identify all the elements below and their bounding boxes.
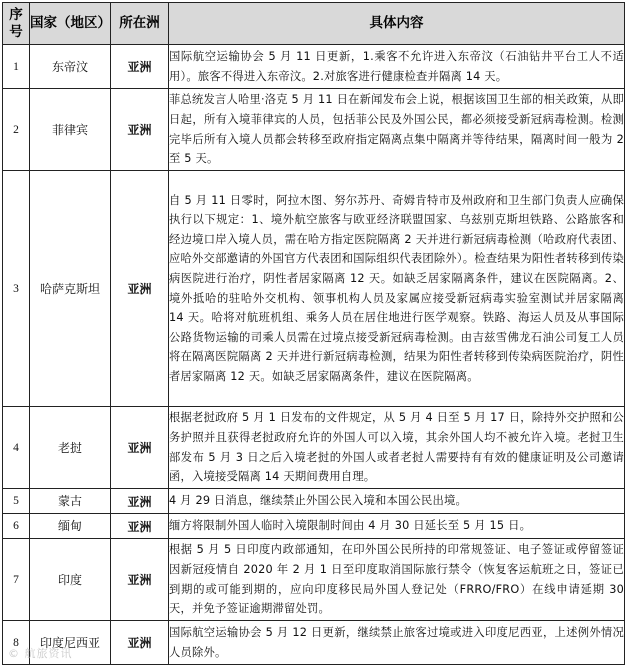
table-row bbox=[3, 489, 625, 514]
row-index: 1 bbox=[3, 45, 30, 89]
row-content: 国际航空运输协会 5 月 11 日更新，1.乘客不允许进入东帝汶（石油钻井平台工人不适用）。旅客不得进入东帝汶。2.对旅客进行健康检查并隔离 14 天。 bbox=[169, 45, 625, 89]
row-continent: 亚洲 bbox=[111, 45, 169, 89]
header-index: 序号 bbox=[3, 3, 30, 45]
table-row bbox=[3, 171, 625, 407]
row-country: 印度尼西亚 bbox=[30, 621, 111, 665]
row-index: 6 bbox=[3, 514, 30, 539]
table-row bbox=[3, 514, 625, 539]
row-country: 缅甸 bbox=[30, 514, 111, 539]
table-row bbox=[3, 89, 625, 171]
table-row bbox=[3, 539, 625, 621]
row-country: 老挝 bbox=[30, 407, 111, 489]
travel-restrictions-table bbox=[2, 2, 625, 665]
row-index: 4 bbox=[3, 407, 30, 489]
row-country: 蒙古 bbox=[30, 489, 111, 514]
watermark: © 航旅资讯 bbox=[8, 647, 73, 660]
row-country: 菲律宾 bbox=[30, 89, 111, 171]
header-country: 国家（地区） bbox=[30, 3, 111, 45]
table-row bbox=[3, 45, 625, 89]
header-content: 具体内容 bbox=[169, 3, 625, 45]
row-continent: 亚洲 bbox=[111, 514, 169, 539]
row-continent: 亚洲 bbox=[111, 407, 169, 489]
row-continent: 亚洲 bbox=[111, 89, 169, 171]
header-continent: 所在洲 bbox=[111, 3, 169, 45]
row-index: 8 bbox=[3, 621, 30, 665]
row-continent: 亚洲 bbox=[111, 539, 169, 621]
row-country: 东帝汶 bbox=[30, 45, 111, 89]
row-content: 根据老挝政府 5 月 1 日发布的文件规定，从 5 月 4 日至 5 月 17 日，除持外交护照和公务护照并且获得老挝政府允许的外国人可以入境，其余外国人均不被允许入境。老挝卫生部发布 5 月 3 日之后入境老挝的外国人或者老挝人需要持有有效的健康证明及公司邀请函，入境接受隔离 14 天期间费用自理。 bbox=[169, 407, 625, 489]
row-content: 国际航空运输协会 5 月 12 日更新，继续禁止旅客过境或进入印度尼西亚，上述例外情况人员除外。 bbox=[169, 621, 625, 665]
row-continent: 亚洲 bbox=[111, 489, 169, 514]
row-index: 2 bbox=[3, 89, 30, 171]
row-index: 7 bbox=[3, 539, 30, 621]
table-row bbox=[3, 407, 625, 489]
row-country: 印度 bbox=[30, 539, 111, 621]
table-row bbox=[3, 621, 625, 665]
row-content: 4 月 29 日消息，继续禁止外国公民入境和本国公民出境。 bbox=[169, 489, 625, 514]
row-continent: 亚洲 bbox=[111, 621, 169, 665]
row-content: 自 5 月 11 日零时，阿拉木图、努尔苏丹、奇姆肯特市及州政府和卫生部门负责人应确保执行以下规定：1、境外航空旅客与欧亚经济联盟国家、乌兹别克斯坦铁路、公路旅客和经边境口岸入境人员，需在哈方指定医院隔离 2 天并进行新冠病毒检测（哈政府代表团、应哈外交部邀请的外国官方代表团和国际组织代表团除外）。检查结果为阳性者转移到传染病医院进行治疗，阴性者居家隔离 12 天。如缺乏居家隔离条件，建议在医院隔离。2、境外抵哈的驻哈外交机构、领事机构人员及家属应接受新冠病毒实验室测试并居家隔离 14 天。哈将对航班机组、乘务人员在居住地进行医学观察。铁路、海运人员及从事国际公路货物运输的司乘人员需在过境点接受新冠病毒检测。由吉兹雪佛龙石油公司复工人员将在隔离医院隔离 2 天并进行新冠病毒检测，结果为阳性者转移到传染病医院治疗，阴性者居家隔离 12 天。如缺乏居家隔离条件，建议在医院隔离。 bbox=[169, 171, 625, 407]
row-content: 根据 5 月 5 日印度内政部通知，在印外国公民所持的印常规签证、电子签证或停留签证因新冠疫情自 2020 年 2 月 1 日至印度取消国际旅行禁令（恢复客运航班之日，签证已到期的或可能到期的，应向印度移民局外国人登记处（FRRO/FRO）在线申请延期 30 天，并免予签证逾期滞留处罚。 bbox=[169, 539, 625, 621]
row-continent: 亚洲 bbox=[111, 171, 169, 407]
row-content: 缅方将限制外国人临时入境限制时间由 4 月 30 日延长至 5 月 15 日。 bbox=[169, 514, 625, 539]
row-index: 3 bbox=[3, 171, 30, 407]
row-content: 菲总统发言人哈里·洛克 5 月 11 日在新闻发布会上说，根据该国卫生部的相关政策，从即日起，所有入境菲律宾的人员，包括菲公民及外国公民，都必须接受新冠病毒检测。检测完毕后所有入境人员都会转移至政府指定隔离点集中隔离并等待结果，隔离时间一般为 2 至 5 天。 bbox=[169, 89, 625, 171]
header-row bbox=[3, 3, 625, 45]
row-index: 5 bbox=[3, 489, 30, 514]
row-country: 哈萨克斯坦 bbox=[30, 171, 111, 407]
